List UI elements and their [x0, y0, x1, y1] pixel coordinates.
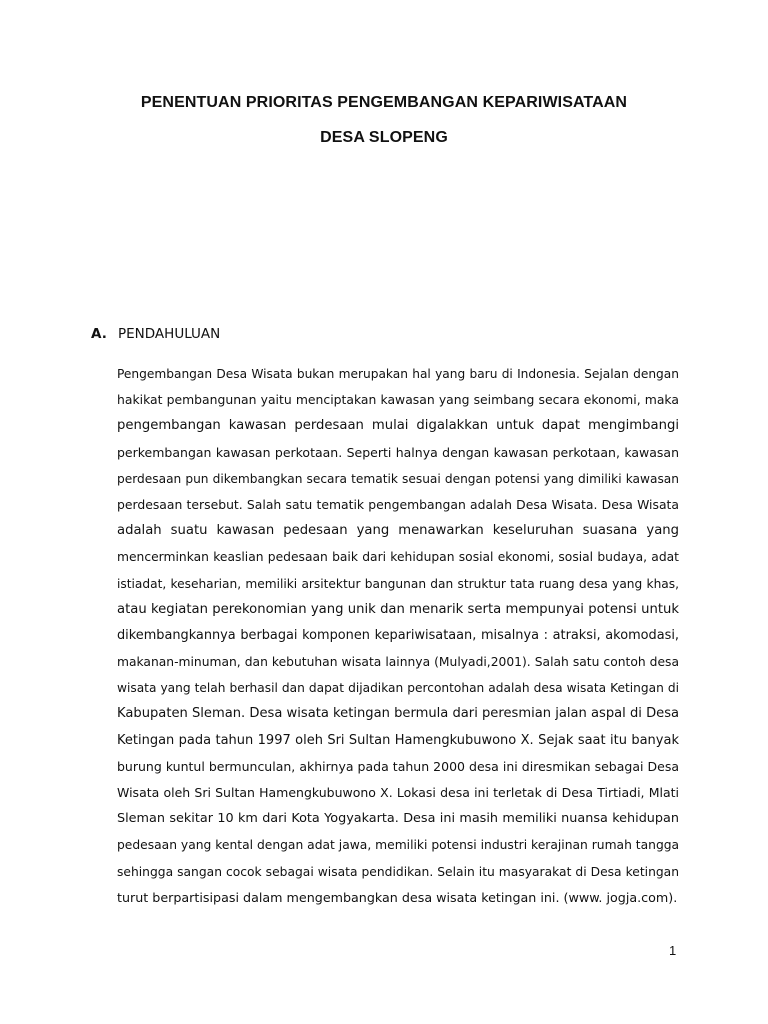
section-heading	[91, 326, 220, 342]
paragraph-line: burung kuntul bermunculan, akhirnya pada tahun 2000 desa ini diresmikan sebagai Desa	[117, 758, 679, 774]
paragraph-line: Pengembangan Desa Wisata bukan merupakan hal yang baru di Indonesia. Sejalan dengan	[117, 367, 679, 381]
paragraph-line: atau kegiatan perekonomian yang unik dan menarik serta mempunyai potensi untuk	[117, 601, 679, 617]
paragraph-line: perkembangan kawasan perkotaan. Seperti halnya dengan kawasan perkotaan, kawasan	[117, 444, 679, 460]
paragraph-line: pengembangan kawasan perdesaan mulai digalakkan untuk dapat mengimbangi	[117, 418, 679, 434]
paragraph-line: dikembangkannya berbagai komponen kepariwisataan, misalnya : atraksi, akomodasi,	[117, 627, 679, 643]
document-title-line-1: PENENTUAN PRIORITAS PENGEMBANGAN KEPARIWISATAAN	[140, 94, 628, 111]
section-title: PENDAHULUAN	[118, 326, 221, 342]
paragraph-line: Sleman sekitar 10 km dari Kota Yogyakarta. Desa ini masih memiliki nuansa kehidupan	[117, 811, 679, 827]
paragraph-line: mencerminkan keaslian pedesaan baik dari kehidupan sosial ekonomi, sosial budaya, adat	[117, 550, 679, 565]
paragraph-line: sehingga sangan cocok sebagai wisata pendidikan. Selain itu masyarakat di Desa ketingan	[117, 864, 679, 879]
paragraph-line: istiadat, keseharian, memiliki arsitektur bangunan dan struktur tata ruang desa yang khas,	[117, 576, 679, 591]
page-number: 1	[669, 943, 677, 958]
paragraph-line: perdesaan pun dikembangkan secara tematik sesuai dengan potensi yang dimiliki kawasan	[117, 471, 679, 486]
intro-paragraph	[117, 361, 679, 911]
paragraph-line: wisata yang telah berhasil dan dapat dijadikan percontohan adalah desa wisata Ketingan di	[117, 681, 679, 696]
section-number: A.	[91, 326, 107, 342]
paragraph-line: turut berpartisipasi dalam mengembangkan desa wisata ketingan ini. (www. jogja.com).	[117, 889, 678, 905]
paragraph-line: hakikat pembangunan yaitu menciptakan kawasan yang seimbang secara ekonomi, maka	[117, 392, 679, 408]
paragraph-line: Kabupaten Sleman. Desa wisata ketingan bermula dari peresmian jalan aspal di Desa	[117, 706, 679, 722]
paragraph-line: adalah suatu kawasan pedesaan yang menawarkan keseluruhan suasana yang	[117, 523, 679, 539]
paragraph-line: makanan-minuman, dan kebutuhan wisata lainnya (Mulyadi,2001). Salah satu contoh desa	[117, 655, 679, 670]
paragraph-line: perdesaan tersebut. Salah satu tematik pengembangan adalah Desa Wisata. Desa Wisata	[117, 496, 679, 512]
document-title-line-2: DESA SLOPENG	[320, 129, 448, 146]
paragraph-line: pedesaan yang kental dengan adat jawa, memiliki potensi industri kerajinan rumah tangga	[117, 838, 679, 853]
paragraph-line: Wisata oleh Sri Sultan Hamengkubuwono X. Lokasi desa ini terletak di Desa Tirtiadi, Mlati	[117, 785, 679, 800]
paragraph-line: Ketingan pada tahun 1997 oleh Sri Sultan Hamengkubuwono X. Sejak saat itu banyak	[117, 732, 679, 748]
